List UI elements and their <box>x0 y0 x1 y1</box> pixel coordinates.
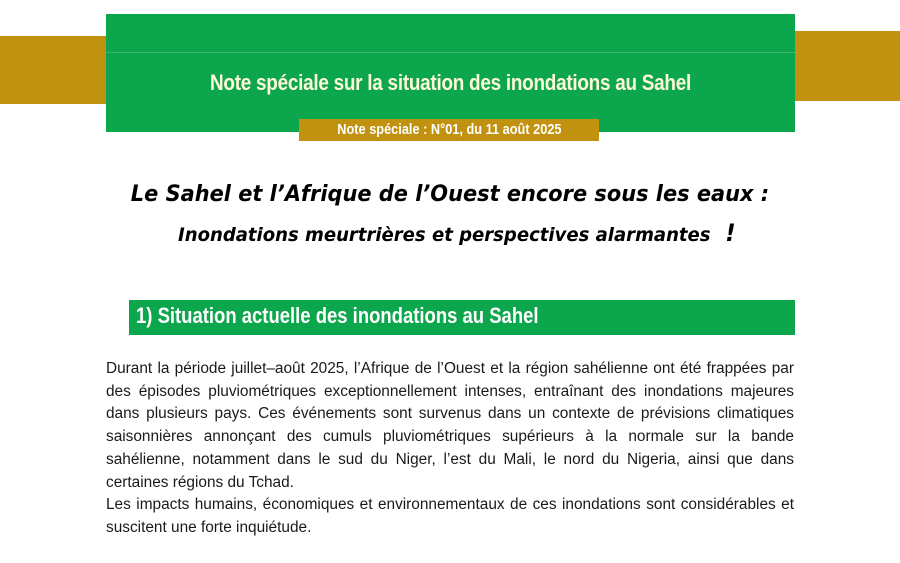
headline-sub-punctuation: ! <box>725 219 736 247</box>
left-gold-band <box>0 36 106 104</box>
document-title: Note spéciale sur la situation des inondations au Sahel <box>209 70 692 95</box>
note-number-badge <box>299 119 599 141</box>
header-divider <box>106 52 795 53</box>
right-gold-band <box>792 31 900 101</box>
headline-sub <box>0 219 900 247</box>
header-banner <box>106 14 795 132</box>
headline-main-text: Le Sahel et l’Afrique de l’Ouest encore sous les eaux : <box>130 182 770 207</box>
note-number-label: Note spéciale : N°01, du 11 août 2025 <box>336 122 562 138</box>
body-text <box>106 358 794 540</box>
section-title: 1) Situation actuelle des inondations au Sahel <box>136 303 539 328</box>
body-paragraph-2: Les impacts humains, économiques et environnementaux de ces inondations sont considérables et suscitent une forte inquiétude. <box>106 496 794 536</box>
section-header-bar <box>129 300 795 335</box>
headline-sub-text: Inondations meurtrières et perspectives alarmantes <box>178 224 711 246</box>
headline-main <box>0 182 900 207</box>
body-paragraph-1: Durant la période juillet–août 2025, l’Afrique de l’Ouest et la région sahélienne ont été frappées par des épisodes pluviométriques exceptionnellement intenses, entraînant des inondations majeures dans plusieurs pays. Ces événements sont survenus dans un contexte de prévisions climatiques saisonnières annonçant des cumuls pluviométriques supérieurs à la normale sur la bande sahélienne, notamment dans le sud du Niger, l’est du Mali, le nord du Nigeria, ainsi que dans certaines régions du Tchad. <box>106 360 794 491</box>
